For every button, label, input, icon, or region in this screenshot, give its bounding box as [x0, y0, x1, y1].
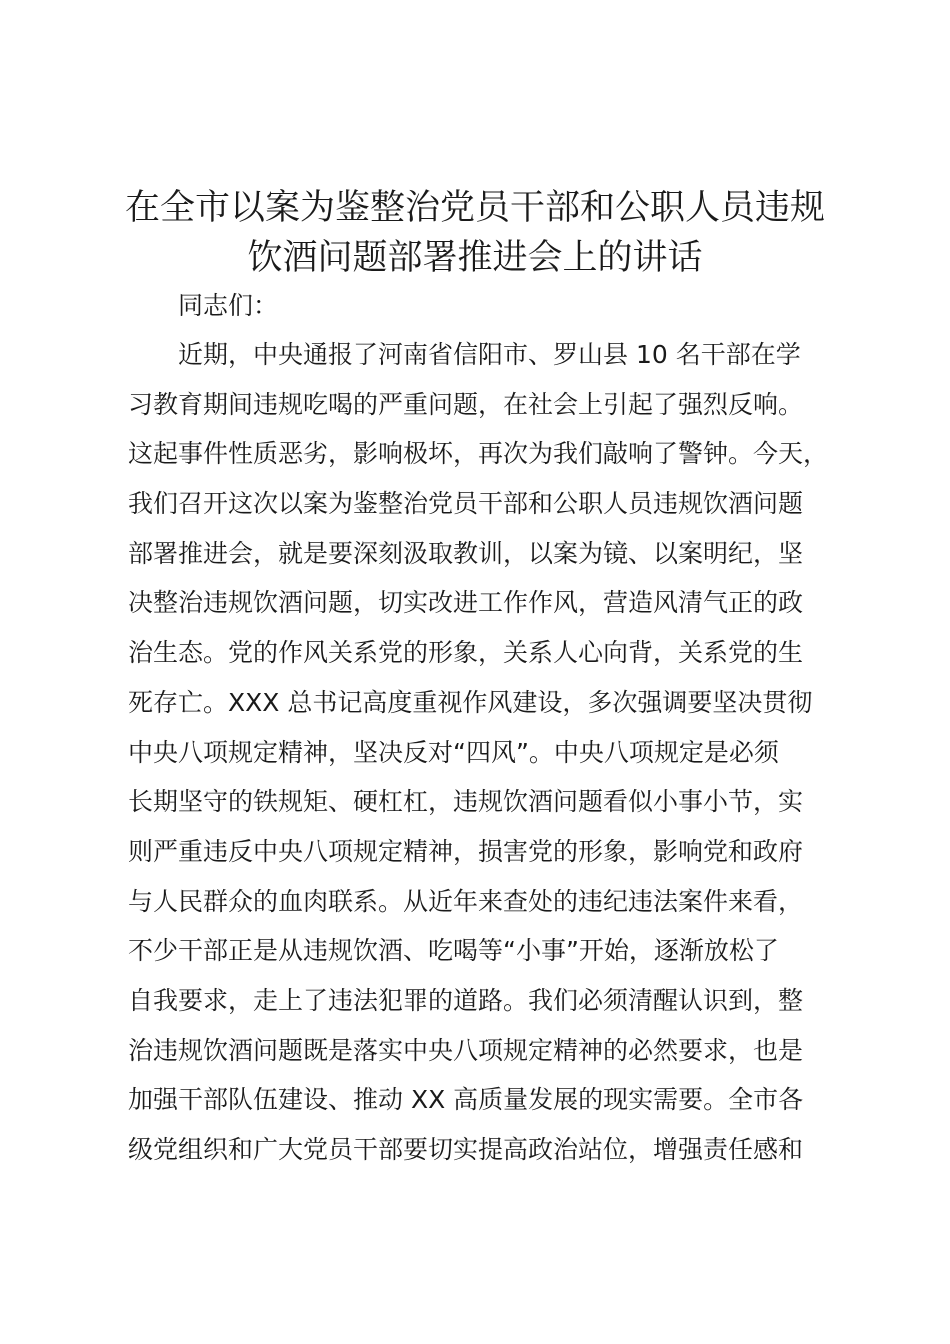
salutation: 同志们：: [178, 291, 279, 320]
title-line-1: 在全市以案为鉴整治党员干部和公职人员违规: [124, 188, 825, 228]
body-line: 决整治违规饮酒问题，切实改进工作作风，营造风清气正的政: [128, 588, 804, 618]
body-line: 中央八项规定精神，坚决反对“四风”。中央八项规定是必须: [128, 737, 779, 767]
body-line: 加强干部队伍建设、推动 XX 高质量发展的现实需要。全市各: [128, 1085, 804, 1115]
body-line: 则严重违反中央八项规定精神，损害党的形象，影响党和政府: [128, 836, 804, 866]
body-line: 这起事件性质恶劣，影响极坏，再次为我们敲响了警钟。今天，: [128, 439, 829, 469]
body-line: 治违规饮酒问题既是落实中央八项规定精神的必然要求，也是: [128, 1035, 804, 1065]
body-line: 自我要求，走上了违法犯罪的道路。我们必须清醒认识到，整: [128, 985, 804, 1015]
body-line: 死存亡。XXX 总书记高度重视作风建设，多次强调要坚决贯彻: [128, 687, 813, 717]
body-line: 级党组织和广大党员干部要切实提高政治站位，增强责任感和: [128, 1135, 804, 1164]
document-title: [110, 183, 840, 283]
body-line: 部署推进会，就是要深刻汲取教训，以案为镜、以案明纪，坚: [128, 538, 804, 568]
body-line: 不少干部正是从违规饮酒、吃喝等“小事”开始，逐渐放松了: [128, 936, 779, 966]
body-line: 习教育期间违规吃喝的严重问题，在社会上引起了强烈反响。: [128, 389, 804, 419]
body-line: 治生态。党的作风关系党的形象，关系人心向背，关系党的生: [128, 638, 804, 668]
body-line: 与人民群众的血肉联系。从近年来查处的违纪违法案件来看，: [128, 886, 804, 916]
body-line: 长期坚守的铁规矩、硬杠杠，违规饮酒问题看似小事小节，实: [128, 787, 804, 817]
title-line-2: 饮酒问题部署推进会上的讲话: [247, 238, 703, 278]
body-line: 近期，中央通报了河南省信阳市、罗山县 10 名干部在学: [178, 340, 801, 369]
body-line: 我们召开这次以案为鉴整治党员干部和公职人员违规饮酒问题: [128, 489, 804, 519]
body-paragraph: [128, 335, 848, 1180]
